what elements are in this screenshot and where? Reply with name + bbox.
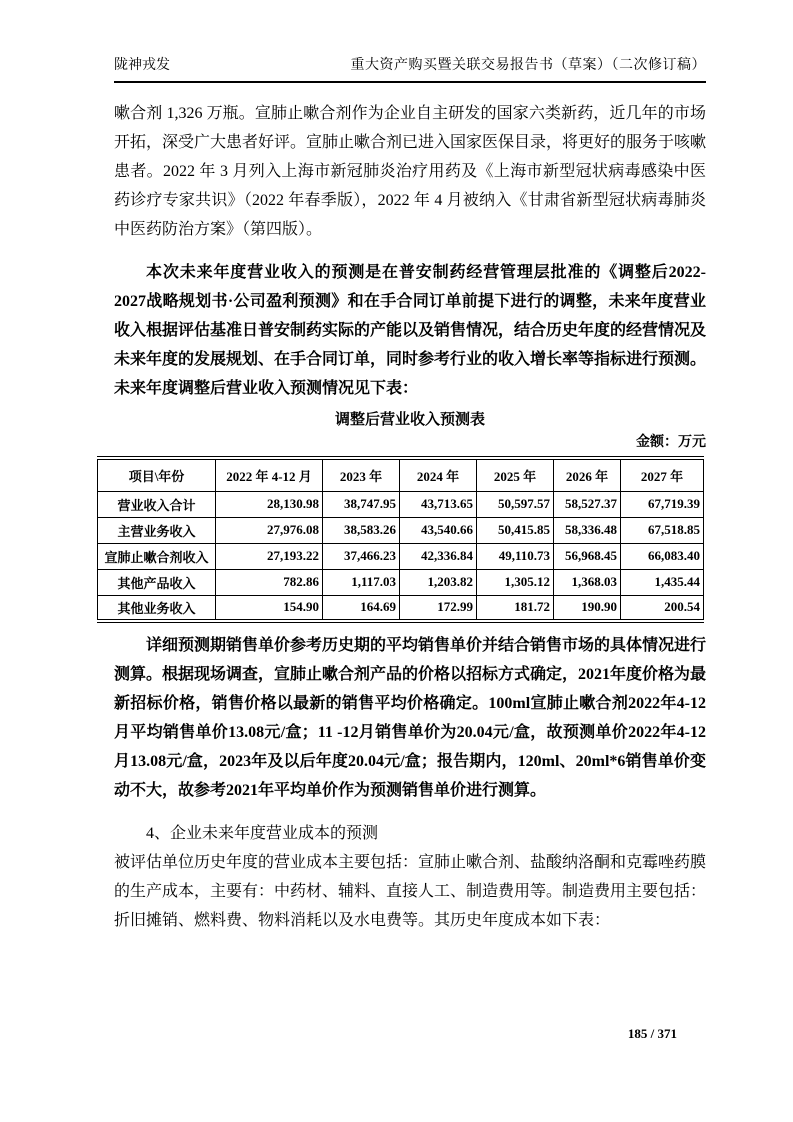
table-cell: 27,976.08 (216, 517, 323, 543)
table-cell: 67,719.39 (621, 491, 704, 517)
table-unit-label: 金额：万元 (636, 435, 706, 450)
section-heading-cost-forecast: 4、企业未来年度营业成本的预测 (146, 825, 379, 842)
header-document-title: 重大资产购买暨关联交易报告书（草案）（二次修订稿） (350, 58, 706, 73)
table-cell: 782.86 (216, 569, 323, 595)
table-header-cell: 2022 年 4-12 月 (216, 458, 323, 491)
paragraph-revenue-forecast-basis: 本次未来年度营业收入的预测是在普安制药经营管理层批准的《调整后2022-2027战略规划书·公司盈利预测》和在手合同订单前提下进行的调整，未来年度营业收入根据评估基准日普安制药实际的产能以及销售情况，结合历史年度的经营情况及未来年度的发展规划、在手合同订单，同时参考行业的收入增长率等指标进行预测。未来年度调整后营业收入预测情况见下表： (114, 264, 707, 397)
table-cell: 56,968.45 (554, 543, 621, 569)
table-row (98, 491, 704, 517)
table-cell: 1,435.44 (621, 569, 704, 595)
table-cell: 66,083.40 (621, 543, 704, 569)
table-cell: 43,540.66 (400, 517, 477, 543)
table-row (98, 569, 704, 595)
table-cell: 38,747.95 (323, 491, 400, 517)
table-cell: 1,305.12 (477, 569, 554, 595)
table-cell: 58,527.37 (554, 491, 621, 517)
table-row (98, 517, 704, 543)
table-row (98, 595, 704, 621)
page-number: 185 / 371 (627, 1026, 677, 1041)
row-label: 宣肺止嗽合剂收入 (98, 543, 216, 569)
table-cell: 1,203.82 (400, 569, 477, 595)
table-cell: 164.69 (323, 595, 400, 621)
table-cell: 154.90 (216, 595, 323, 621)
row-label: 主营业务收入 (98, 517, 216, 543)
table-cell: 58,336.48 (554, 517, 621, 543)
table-cell: 38,583.26 (323, 517, 400, 543)
table-cell: 50,597.57 (477, 491, 554, 517)
table-header-cell: 2024 年 (400, 458, 477, 491)
table-cell: 42,336.84 (400, 543, 477, 569)
table-cell: 181.72 (477, 595, 554, 621)
page-header (114, 54, 706, 83)
table-cell: 1,117.03 (323, 569, 400, 595)
table-cell: 200.54 (621, 595, 704, 621)
table-cell: 43,713.65 (400, 491, 477, 517)
table-cell: 172.99 (400, 595, 477, 621)
row-label: 其他产品收入 (98, 569, 216, 595)
table-cell: 37,466.23 (323, 543, 400, 569)
row-label: 营业收入合计 (98, 491, 216, 517)
table-cell: 27,193.22 (216, 543, 323, 569)
table-row (98, 543, 704, 569)
table-cell: 1,368.03 (554, 569, 621, 595)
table-header-cell: 2026 年 (554, 458, 621, 491)
table-cell: 49,110.73 (477, 543, 554, 569)
revenue-forecast-table (97, 456, 704, 623)
table-title: 调整后营业收入预测表 (334, 412, 485, 428)
table-header-row (98, 458, 704, 491)
table-header-cell: 2023 年 (323, 458, 400, 491)
table-header-cell: 项目\年份 (98, 458, 216, 491)
table-header-cell: 2025 年 (477, 458, 554, 491)
paragraph-unit-price-forecast: 详细预测期销售单价参考历史期的平均销售单价并结合销售市场的具体情况进行测算。根据现场调查，宣肺止嗽合剂产品的价格以招标方式确定，2021年度价格为最新招标价格，销售价格以最新的销售平均价格确定。100ml宣肺止嗽合剂2022年4-12月平均销售单价13.08元/盒；11 -12月销售单价为20.04元/盒，故预测单价2022年4-12月13.08元/盒，2023年及以后年度20.04元/盒；报告期内，120ml、20ml*6销售单价变动不大，故参考2021年平均单价作为预测销售单价进行测算。 (114, 637, 707, 799)
table-cell: 28,130.98 (216, 491, 323, 517)
paragraph-cost-composition: 被评估单位历史年度的营业成本主要包括：宣肺止嗽合剂、盐酸纳洛酮和克霉唑药膜的生产成本，主要有：中药材、辅料、直接人工、制造费用等。制造费用主要包括：折旧摊销、燃料费、物料消耗以及水电费等。其历史年度成本如下表： (114, 854, 707, 929)
paragraph-product-intro: 嗽合剂 1,326 万瓶。宣肺止嗽合剂作为企业自主研发的国家六类新药，近几年的市场开拓，深受广大患者好评。宣肺止嗽合剂已进入国家医保目录，将更好的服务于咳嗽患者。2022 年 3 月列入上海市新冠肺炎治疗用药及《上海市新型冠状病毒感染中医药诊疗专家共识》（2022 年春季版），2022 年 4 月被纳入《甘肃省新型冠状病毒肺炎中医药防治方案》（第四版）。 (114, 105, 707, 238)
header-company-name: 陇神戎发 (114, 58, 170, 73)
row-label: 其他业务收入 (98, 595, 216, 621)
table-cell: 50,415.85 (477, 517, 554, 543)
table-header-cell: 2027 年 (621, 458, 704, 491)
table-cell: 67,518.85 (621, 517, 704, 543)
table-cell: 190.90 (554, 595, 621, 621)
